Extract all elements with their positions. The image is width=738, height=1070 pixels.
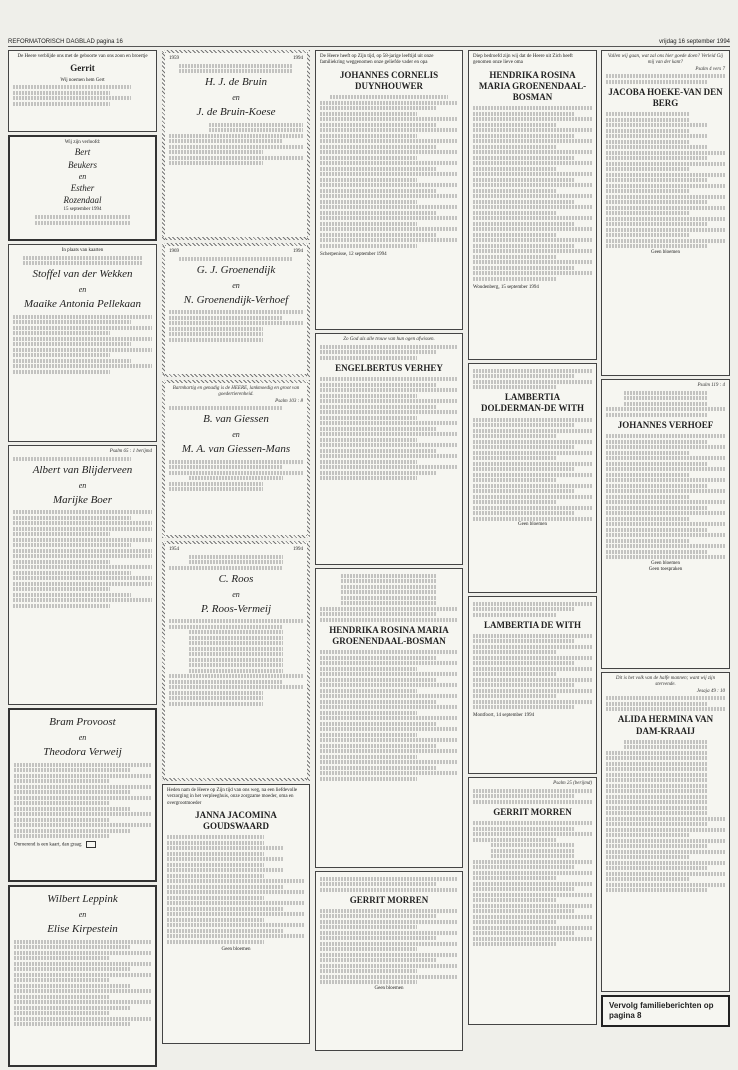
obituary-intro: Heden nam de Heere op Zijn tijd van ons weg, na een liefdevolle verzorging in het verpleeghuis, onze zorgzame moeder, oma en overgrootmoeder (167, 788, 298, 806)
name: Theodora Verweij (43, 745, 122, 758)
verse: Barmhartig en genadig is de HEERE, lankmoedig en groot van goedertierenheid. (172, 386, 300, 398)
name: J. de Bruin-Koese (196, 106, 276, 118)
name: Rozendaal (63, 195, 102, 205)
date: 15 september 1994 (63, 207, 102, 213)
obituary (468, 363, 597, 593)
deceased-name: JANNA JACOMINA GOUDSWAARD (195, 809, 277, 831)
wedding-announcement (8, 244, 157, 442)
envelope-icon (86, 841, 96, 848)
place-date: Montfoort, 14 september 1994 (473, 713, 535, 719)
verse-ref: Psalm 4 vers 7 (695, 66, 725, 72)
child-nickname: Wij noemen hem Gert (60, 77, 105, 83)
name: G. J. Groenendijk (196, 263, 276, 276)
year-start: 1969 (169, 249, 179, 254)
year-end: 1994 (293, 56, 303, 61)
anniversary-announcement (162, 541, 310, 781)
name: M. A. van Giessen-Mans (181, 443, 291, 455)
en-text: en (232, 280, 240, 290)
wedding-announcement (8, 708, 157, 882)
verse: Dit is het volk van de halfe mannen; want wij zijn stervende. (615, 676, 716, 688)
name: N. Groenendijk-Verhoef (183, 293, 289, 306)
en-text: en (232, 430, 240, 439)
en-text: en (78, 171, 87, 181)
obituary (162, 784, 310, 1044)
signature: Geen bloemen (650, 560, 681, 566)
child-name: Gerrit (70, 63, 95, 74)
verse-ref: Psalm 119 : 4 (697, 383, 725, 388)
deceased-name: ALIDA HERMINA VAN DAM-KRAAIJ (617, 714, 714, 736)
deceased-name: ENGELBERTUS VERHEY (335, 362, 443, 373)
name: P. Roos-Vermeij (200, 602, 272, 615)
footer-text: Onroerend is een kaart, dan graag (14, 842, 82, 848)
signature: Geen bloemen (650, 249, 681, 255)
name: Maaike Antonia Pellekaan (23, 298, 142, 310)
continuation-notice: Vervolg familieberichten op pagina 8 (601, 995, 730, 1027)
obituary-intro: Diep bedroefd zijn wij dat de Heere uit Zich heeft genomen onze lieve oma (473, 54, 573, 66)
psalm-ref: Psalm 65 : 1 berijmd (109, 449, 152, 454)
deceased-name: HENDRIKA ROSINA MARIA GROENENDAAL-BOSMAN (478, 69, 587, 102)
obituary (315, 333, 463, 565)
psalm-ref: Psalm 25 (berijmd) (553, 781, 592, 786)
verse-ref: Psalm 103 : 8 (275, 398, 303, 404)
verse-ref: Jesaja 49 : 10 (696, 688, 725, 694)
page-header (8, 36, 730, 47)
name: B. van Giessen (203, 413, 269, 426)
name: Beukers (68, 159, 97, 170)
name: Albert van Blijderveen (32, 463, 133, 476)
ad-intro: In plaats van kaarten (61, 248, 104, 253)
anniversary-announcement (162, 243, 310, 377)
name: C. Roos (218, 572, 254, 585)
deceased-name: JACOBA HOEKE-VAN DEN BERG (608, 86, 723, 108)
column-4 (468, 50, 597, 1028)
obituary (601, 50, 730, 376)
deceased-name: LAMBERTIA DOLDERMAN-DE WITH (480, 392, 585, 414)
signature: Geen bloemen (221, 946, 251, 952)
obituary (315, 50, 463, 330)
verse: Zo God als alle trouw van hun ogen afwissen. (343, 337, 435, 342)
engagement-announcement (8, 135, 157, 241)
deceased-name: JOHANNES VERHOEF (617, 419, 714, 430)
deceased-name: LAMBERTIA DE WITH (483, 619, 582, 630)
name: H. J. de Bruin (204, 76, 267, 89)
year-end: 1994 (293, 547, 303, 552)
obituary (468, 596, 597, 774)
obituary (601, 672, 730, 992)
year-end: 1994 (293, 249, 303, 254)
obituary (315, 871, 463, 1051)
place-date: Woudenberg, 15 september 1994 (473, 284, 539, 290)
column-1 (8, 50, 157, 1070)
deceased-name: HENDRIKA ROSINA MARIA GROENENDAAL-BOSMAN (329, 624, 449, 646)
deceased-name: JOHANNES CORNELIS DUYNHOUWER (339, 69, 439, 91)
header-left: REFORMATORISCH DAGBLAD pagina 16 (8, 38, 123, 45)
column-5 (601, 50, 730, 1027)
name: Esther (70, 182, 95, 193)
en-text: en (232, 93, 240, 102)
year-start: 1959 (169, 56, 179, 61)
column-3 (315, 50, 463, 1054)
ad-intro: De Heere verblijde ons met de geboorte van ons zoon en broertje (17, 54, 148, 59)
ad-footer (14, 841, 151, 849)
en-text: en (78, 480, 87, 490)
name: Wilbert Leppink (47, 893, 118, 905)
name: Stoffel van der Wekken (32, 268, 133, 281)
name: Bert (74, 147, 91, 158)
ad-intro: Wij zijn verloofd: (64, 140, 101, 145)
wedding-announcement (8, 445, 157, 705)
anniversary-announcement (162, 50, 310, 240)
column-2 (162, 50, 310, 1047)
obituary (468, 50, 597, 360)
year-start: 1954 (169, 547, 179, 552)
en-text: en (78, 732, 87, 742)
signature: Geen bloemen (374, 985, 404, 991)
obituary (468, 777, 597, 1025)
en-text: en (78, 909, 87, 919)
obituary-intro: De Heere heeft op Zijn tijd, op 58-jarige leeftijd uit onze familiekring weggenomen onze geliefde vader en opa (320, 54, 434, 66)
name: Elise Kirpestein (47, 922, 118, 935)
wedding-announcement (8, 885, 157, 1067)
anniversary-announcement (162, 380, 310, 538)
en-text: en (78, 285, 87, 294)
header-right: vrijdag 16 september 1994 (658, 38, 730, 45)
place-date: Scherpenisse, 12 september 1994 (320, 251, 387, 257)
signature: Geen toespraken (648, 566, 683, 572)
birth-announcement (8, 50, 157, 132)
deceased-name: GERRIT MORREN (349, 894, 429, 905)
deceased-name: GERRIT MORREN (493, 806, 572, 817)
en-text: en (232, 589, 240, 599)
verse: Vallen wij gaan, wat zal ons hier goede doen? Verleid Gij mij van der kant? (607, 54, 724, 66)
name: Marijke Boer (53, 493, 112, 506)
signature: Geen bloemen (517, 522, 548, 527)
name: Bram Provoost (49, 716, 116, 728)
obituary (601, 379, 730, 669)
obituary (315, 568, 463, 868)
